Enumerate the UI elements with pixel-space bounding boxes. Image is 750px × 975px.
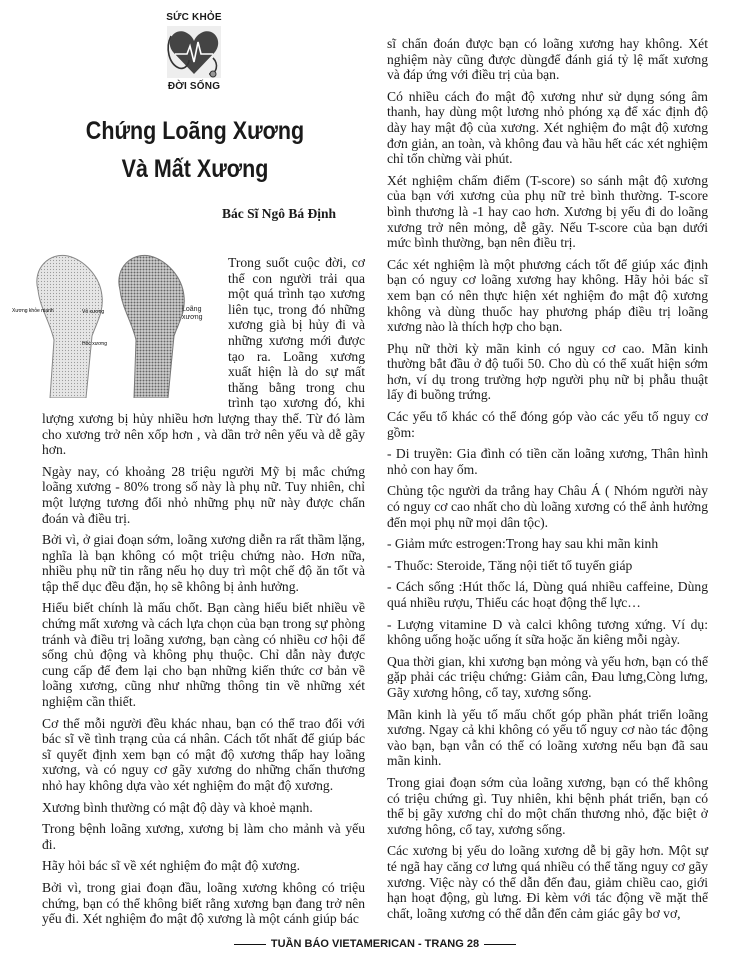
right-column xyxy=(387,36,708,927)
paragraph: - Lượng vitamine D và calci không tương xứng. Ví dụ: không uống hoặc uống ít sữa hoặc ăn kiêng mỗi ngày. xyxy=(387,616,708,648)
paragraph: Cơ thể mỗi người đều khác nhau, bạn có thể trao đổi với bác sĩ về tình trạng của cá nhân. Cách tốt nhất để giúp bác sĩ quyết định xem bạn có mật độ xương thấp hay loãng xương, và có nguy cơ gãy xương do những chấn thương nhỏ hay không dựa vào xét nghiệm đo mật độ xương. xyxy=(42,715,365,793)
paragraph: Xét nghiệm chấm điểm (T-score) so sánh mật độ xương của bạn với xương của phụ nữ trẻ bình thường. T-score bình thương là -1 hay cao hơn. Xương bị yếu đi do loãng xương trở nên mỏng, dễ gãy. Nếu T-score của bạn dưới mức bình thường, bạn nên điều trị. xyxy=(387,172,708,251)
footer-text: TUẦN BÁO VIETAMERICAN - TRANG 28 xyxy=(270,938,480,950)
paragraph: - Thuốc: Steroide, Tăng nội tiết tố tuyến giáp xyxy=(387,557,633,573)
paragraph: - Giảm mức estrogen:Trong hay sau khi mãn kinh xyxy=(387,536,659,552)
paragraph: Mãn kinh là yếu tố mấu chốt góp phần phát triển loãng xương. Ngay cả khi không có yếu tố nguy cơ nào tác động vào bạn, bạn vẫn có thể có loãng xương nếu bạn đã sau mãn kinh. xyxy=(387,706,708,769)
title-line-1: Chứng Loãng Xương xyxy=(85,117,305,145)
page-footer xyxy=(0,938,750,950)
paragraph: - Di truyền: Gia đình có tiền căn loãng xương, Thân hình nhỏ con hay ốm. xyxy=(387,446,708,477)
paragraph: Xương bình thường có mật độ dày và khoẻ mạnh. xyxy=(42,799,313,815)
label-marrow: Hốc xương xyxy=(82,341,107,347)
paragraph: Ngày nay, có khoảng 28 triệu người Mỹ bị mắc chứng loãng xương - 80% trong số này là phụ nữ. Tuy nhiên, chỉ một lượng tương đối nhỏ những phụ nữ này được chẩn đoán và điều trị. xyxy=(42,463,365,526)
footer-rule-right xyxy=(484,944,516,945)
paragraph: Trong suốt cuộc đời, cơ thể con người trải qua một quá trình tạo xương liên tục, trong đó những xương già bị hủy đi và những xương mới được tạo ra. Loãng xương xuất hiện là do sự mất thăng bằng trong chu trình tạo xương đó, khi lượng xương bị hủy nhiều hơn lượng thay thế. Từ đó làm cho xương trở nên xốp hơn , và dần trở nên yếu và dễ gãy hơn. xyxy=(42,255,365,458)
paragraph: Hãy hỏi bác sĩ về xét nghiệm đo mật độ xương. xyxy=(42,858,301,874)
section-logo xyxy=(163,10,225,94)
paragraph: - Cách sống :Hút thốc lá, Dùng quá nhiều caffeine, Dùng quá nhiều rượu, Thiếu các hoạt động thể lực… xyxy=(387,579,708,610)
paragraph: Các yếu tố khác có thể đóng góp vào các yếu tố nguy cơ gồm: xyxy=(387,409,708,440)
paragraph: Qua thời gian, khi xương bạn mỏng và yếu hơn, bạn có thể gặp phải các triệu chứng: Giảm cân, Đau lưng,Còng lưng, Gãy xương hông, cổ tay, xương sống. xyxy=(387,653,708,700)
paragraph: Các xét nghiệm là một phương cách tốt để giúp xác định bạn có nguy cơ loãng xương hay không. Hãy hỏi bác sĩ xem bạn có nên thực hiện xét nghiệm đo mật độ xương không và dùng thuốc hay phương pháp điều trị loãng xương nào là thích hợp cho bạn. xyxy=(387,256,708,335)
paragraph: Trong giai đoạn sớm của loãng xương, bạn có thể không có triệu chứng gì. Tuy nhiên, khi bệnh phát triển, bạn có thể bị gãy xương chỉ do một chấn thương nhỏ, đặc biệt ở xương hông, cổ tay, xương sống. xyxy=(387,774,708,837)
paragraph: Trong bệnh loãng xương, xương bị làm cho mảnh và yếu đi. xyxy=(42,821,365,852)
left-column xyxy=(12,255,365,933)
paragraph: Chủng tộc người da trắng hay Châu Á ( Nhóm người này có nguy cơ cao nhất cho dù loãng xương có thể ảnh hưởng đến mọi phụ nữ mọi dân tộc). xyxy=(387,483,708,530)
bone-illustration xyxy=(10,250,228,398)
paragraph: Phụ nữ thời kỳ mãn kinh có nguy cơ cao. Mãn kinh thường bắt đầu ở độ tuổi 50. Cho dù có thể xuất hiện sớm hơn, ví dụ trong trường hợp người phụ nữ bị phẫu thuật lấy đi buồng trứng. xyxy=(387,340,708,403)
paragraph: Hiểu biết chính là mấu chốt. Bạn càng hiểu biết nhiều về chứng mất xương và cách lựa chọn của bạn trong sự phòng tránh và điều trị loãng xương, bạn càng có nhiều cơ hội để sống chủ động và không phụ thuộc. Chỉ dẫn này được cung cấp để đem lại cho bạn những kiến thức cơ bản về loãng xương, cũng như những thông tin về những xét nghiệm cần thiết. xyxy=(42,600,365,710)
author-byline: Bác Sĩ Ngô Bá Định xyxy=(221,206,336,221)
heart-stethoscope-icon xyxy=(163,24,225,82)
paragraph: Các xương bị yếu do loãng xương dễ bị gãy hơn. Một sự té ngã hay căng cơ lưng quá nhiều có thể tăng nguy cơ gãy xương. Việc này có thể dẫn đến đau, giảm chiều cao, giới hạn hoạt động, gù lưng. Đi kèm với tác động về mặt thể chất, loãng xương có thể dẫn đến cảm giác gây bơ vơ, xyxy=(387,843,708,921)
logo-text-bottom: ĐỜI SỐNG xyxy=(167,81,221,92)
label-healthy-bone: Xương khỏe mạnh xyxy=(12,308,54,314)
paragraph: Có nhiều cách đo mật độ xương như sử dụng sóng âm thanh, hay dùng một lương nhỏ phóng xạ để xác định độ dày hay mật độ của xương. Xét nghiệm đo mật độ xương đơn giản, an toàn, và không đau và hầu hết các xét nghiệm chỉ tốn chừng vài phút. xyxy=(387,88,708,167)
label-osteoporosis: Loãng xương xyxy=(182,306,203,321)
article-title xyxy=(62,112,329,188)
paragraph: Bởi vì, ở giai đoạn sớm, loãng xương diễn ra rất thầm lặng, nghĩa là bạn không có một triệu chứng nào. Hơn nữa, nhiều phụ nữ tin rằng nếu họ duy trì một chế độ ăn tốt và tập thể dục đều đặn, họ sẽ không bị ảnh hưởng. xyxy=(42,532,365,594)
logo-text-top: SỨC KHỎE xyxy=(166,12,222,23)
footer-rule-left xyxy=(234,944,266,945)
label-cortex: Vỏ xương xyxy=(82,309,105,315)
title-line-2: Và Mất Xương xyxy=(121,155,269,183)
paragraph: Bởi vì, trong giai đoạn đầu, loãng xương không có triệu chứng, bạn có thể không biết rằng xương bạn đang trở nên yếu đi. Xét nghiệm đo mật độ xương là một cánh giúp bác xyxy=(42,879,365,927)
paragraph: sĩ chẩn đoán được bạn có loãng xương hay không. Xét nghiệm này cũng được dùngđể đánh giá tỷ lệ mất xương và đáp ứng với điều trị của bạn. xyxy=(387,36,708,83)
